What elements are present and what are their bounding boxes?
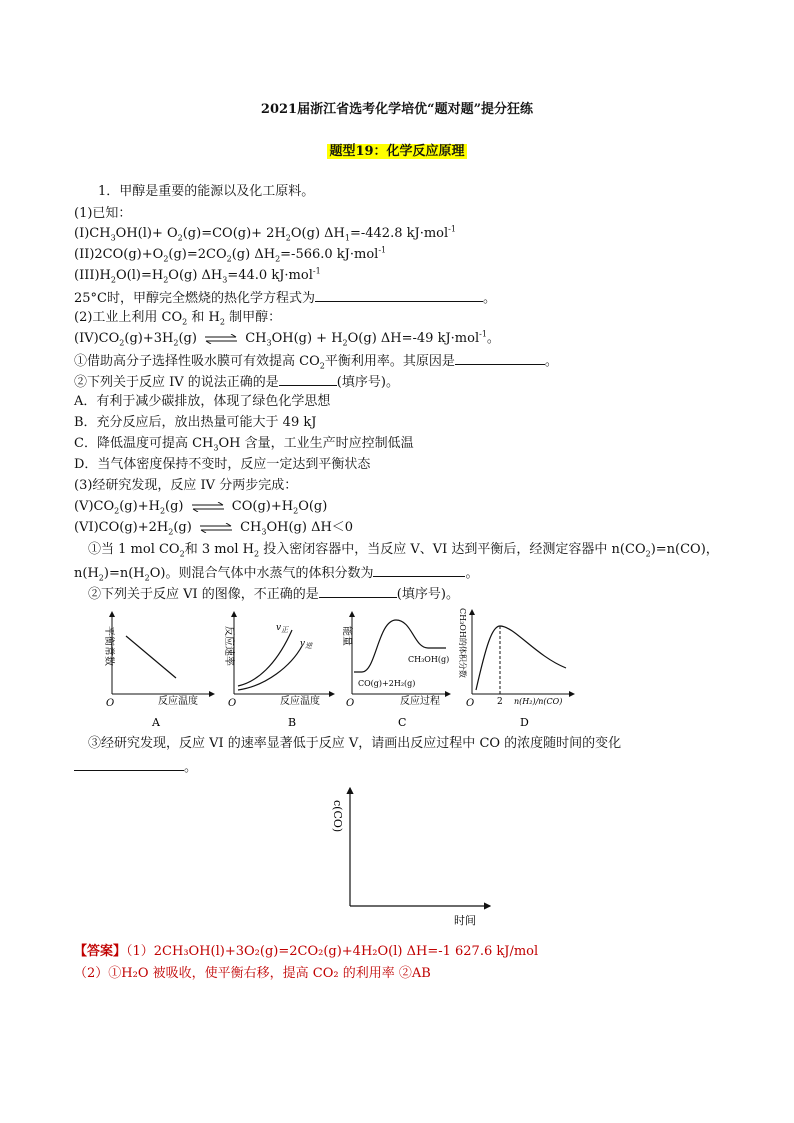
sub-question-2: ②下列关于反应 IV 的说法正确的是 (填序号)。 bbox=[74, 375, 399, 390]
paper-title: 2021届浙江省选考化学培优“题对题”提分狂练 bbox=[260, 102, 534, 117]
option-a: A．有利于减少碳排放，体现了绿色化学思想 bbox=[74, 394, 331, 409]
part3-label: (3)经研究发现，反应 IV 分两步完成： bbox=[74, 478, 298, 493]
origin-b: O bbox=[228, 698, 237, 709]
caption-b: B bbox=[288, 716, 297, 729]
equilibrium-arrow-icon bbox=[190, 502, 226, 512]
origin-d: O bbox=[466, 698, 475, 709]
sub-question-3-3: ③经研究发现，反应 VI 的速率显著低于反应 V，请画出反应过程中 CO 的浓度随时间的变化 bbox=[88, 736, 622, 751]
question-intro: 1．甲醇是重要的能源以及化工原料。 bbox=[98, 184, 315, 199]
graph-d bbox=[458, 608, 574, 729]
label-reactant: CO(g)+2H₂(g) bbox=[358, 679, 416, 688]
xlabel-c: 反应过程 bbox=[400, 696, 440, 707]
option-b: B．充分反应后，放出热量可能大于 49 kJ bbox=[74, 415, 317, 430]
tick-d: 2 bbox=[497, 697, 503, 707]
sub-question-1: ①借助高分子选择性吸水膜可有效提高 $CO_2$平衡利用率。其原因是 。 bbox=[74, 354, 558, 371]
part1-label: (1)已知： bbox=[74, 206, 132, 221]
sub-question-3-1: ①当 1 mol $CO_2$和 3 mol $H_2$ 投入密闭容器中，当反应 V、VI 达到平衡后，经测定容器中 $n(CO_2)=n(CO)$， bbox=[88, 542, 719, 559]
answer-blank bbox=[315, 289, 483, 302]
reaction-2: $(II)2CO(g)+O_2(g)=2CO_2(g)$ $\Delta H_2=-566.0$ kJ·mol$^{-1}$ bbox=[74, 245, 387, 264]
graph-b bbox=[223, 612, 334, 729]
equilibrium-arrow-icon bbox=[203, 334, 239, 344]
curve-d bbox=[476, 626, 566, 690]
reaction-4: $(IV)CO_2(g)+3H_2(g) CH_3OH(g) + H_2O(g)$ ΔH=-49 kJ·mol$^{-1}$。 bbox=[74, 329, 500, 348]
svg-text:v逆 bbox=[300, 639, 313, 650]
sub-question-3-2: ②下列关于反应 VI 的图像，不正确的是 (填序号)。 bbox=[88, 587, 459, 602]
option-c: C．降低温度可提高 $CH_3OH$ 含量，工业生产时应控制低温 bbox=[74, 436, 414, 453]
question-1-1: 25°C时，甲醇完全燃烧的热化学方程式为 。 bbox=[74, 291, 497, 306]
graphs-figure bbox=[96, 606, 696, 732]
option-d: D．当气体密度保持不变时，反应一定达到平衡状态 bbox=[74, 457, 371, 472]
reaction-1: $(I)CH_3OH(l)+ O_2(g)=CO(g)+ 2H_2O(g)$ $\Delta H_1=-442.8$ kJ·mol$^{-1}$ bbox=[74, 224, 456, 243]
label-v-reverse: v bbox=[300, 639, 306, 649]
answer-blank bbox=[74, 758, 184, 771]
graph-c bbox=[341, 612, 450, 729]
answer-line-1: 【答案】（1）2CH₃OH(l)+3O₂(g)=2CO₂(g)+4H₂O(l) ΔH=-1 627.6 kJ/mol bbox=[74, 944, 539, 959]
svg-text:v正 bbox=[276, 623, 289, 634]
xlabel-d: n(H₂)/n(CO) bbox=[514, 697, 563, 706]
label-v-forward-sub: 正 bbox=[281, 626, 289, 634]
sub-question-3-1-cont: $n(H_2)=n(H_2O)$。则混合气体中水蒸气的体积分数为 。 bbox=[74, 566, 479, 583]
origin-c: O bbox=[346, 698, 355, 709]
blank-plot-xlabel: 时间 bbox=[454, 914, 476, 927]
label-product: CH₃OH(g) bbox=[408, 655, 450, 664]
answer-blank bbox=[373, 564, 465, 577]
ylabel-c: 能量 bbox=[341, 626, 352, 646]
xlabel-b: 反应温度 bbox=[280, 696, 320, 707]
answer-blank bbox=[455, 352, 545, 365]
origin-a: O bbox=[106, 698, 115, 709]
label-v-reverse-sub: 逆 bbox=[305, 642, 313, 650]
blank-plot bbox=[330, 780, 500, 930]
equilibrium-arrow-icon bbox=[198, 523, 234, 533]
answer-blank bbox=[319, 585, 397, 598]
curve-b-forward bbox=[238, 630, 292, 686]
graph-a bbox=[103, 612, 214, 729]
curve-c bbox=[354, 620, 446, 672]
caption-a: A bbox=[152, 716, 160, 729]
reaction-6: $(VI)CO(g)+2H_2(g)$ $CH_3OH(g)$ ΔH＜0 bbox=[74, 520, 354, 537]
blank-plot-ylabel: c(CO) bbox=[331, 800, 344, 833]
sub-question-3-3-blank: 。 bbox=[74, 758, 197, 776]
caption-c: C bbox=[398, 716, 407, 729]
section-title bbox=[0, 140, 794, 159]
part2-label: (2)工业上利用 $CO_2$ 和 $H_2$ 制甲醇： bbox=[74, 310, 282, 327]
answer-tag: 【答案】 bbox=[74, 944, 127, 959]
caption-d: D bbox=[520, 716, 529, 729]
ylabel-d: CH₃OH的体积分数 bbox=[458, 608, 467, 678]
ylabel-a: 平衡常数 bbox=[103, 626, 114, 666]
section-title-text: 题型19：化学反应原理 bbox=[329, 144, 465, 159]
reaction-3: $(III)H_2O(l)=H_2O(g)$ $\Delta H_3=44.0$ kJ·mol$^{-1}$ bbox=[74, 266, 321, 285]
answer-blank bbox=[279, 373, 337, 386]
label-v-forward: v bbox=[276, 623, 282, 633]
reaction-5: $(V)CO_2(g)+H_2(g)$ $CO(g)+H_2O(g)$ bbox=[74, 499, 328, 516]
xlabel-a: 反应温度 bbox=[158, 696, 198, 707]
answer-line-2: （2）①H₂O 被吸收，使平衡右移，提高 CO₂ 的利用率 ②AB bbox=[74, 966, 431, 981]
curve-a bbox=[126, 636, 176, 678]
ylabel-b: 反应速率 bbox=[223, 626, 234, 666]
